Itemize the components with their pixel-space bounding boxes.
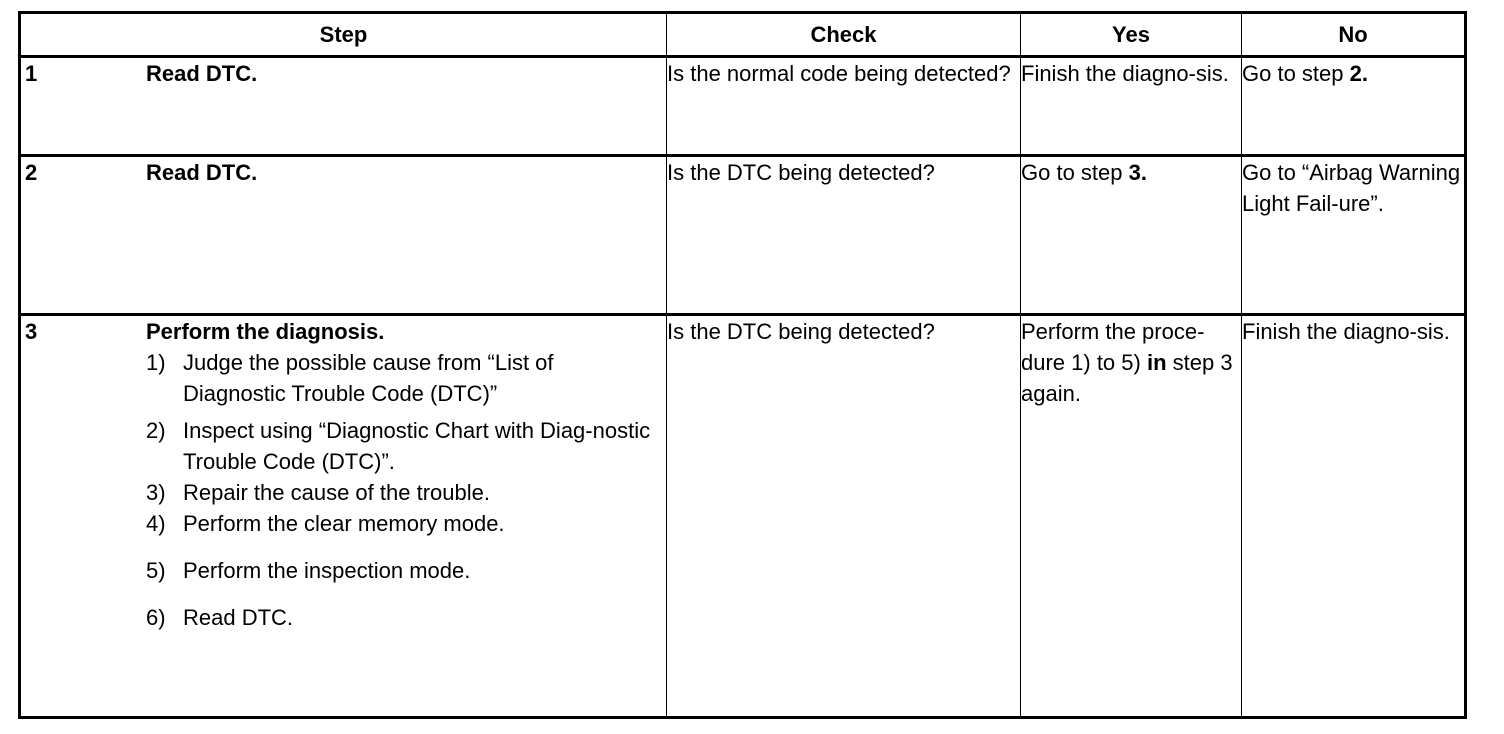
yes-text: Go to step	[1021, 160, 1129, 185]
substep-text: Read DTC.	[183, 605, 294, 630]
header-yes: Yes	[1021, 13, 1242, 57]
yes-cell	[1021, 315, 1242, 718]
substep-label: 3)	[146, 480, 166, 505]
step-number: 3	[25, 319, 38, 344]
step-title: Read DTC.	[146, 61, 258, 86]
header-no: No	[1242, 13, 1466, 57]
step-title: Read DTC.	[146, 160, 258, 185]
no-text: Go to step	[1242, 61, 1350, 86]
substep-text: Perform the clear memory mode.	[183, 511, 505, 536]
header-row	[20, 13, 1466, 57]
check-cell: Is the normal code being detected?	[667, 57, 1021, 156]
header-check: Check	[667, 13, 1021, 57]
substep-text: Judge the possible cause from “List of Diagnostic Trouble Code (DTC)”	[183, 350, 554, 406]
header-step: Step	[20, 13, 667, 57]
yes-cell	[1021, 156, 1242, 315]
step-number: 2	[25, 160, 38, 185]
substep-text: Repair the cause of the trouble.	[183, 480, 490, 505]
substep-label: 2)	[146, 418, 166, 443]
list-item	[146, 602, 666, 633]
table-row	[20, 57, 1466, 156]
yes-bold-text: in	[1146, 350, 1167, 375]
step-number: 1	[25, 61, 38, 86]
list-item	[146, 347, 666, 409]
list-item	[146, 555, 666, 586]
yes-text: Perform the proce-dure 1) to 5)	[1021, 319, 1205, 375]
diagnostic-table	[18, 11, 1467, 719]
substep-label: 4)	[146, 511, 166, 536]
no-cell: Finish the diagno-sis.	[1242, 315, 1466, 718]
substep-list	[146, 347, 666, 633]
substep-text: Inspect using “Diagnostic Chart with Diag-nostic Trouble Code (DTC)”.	[183, 418, 651, 474]
substep-label: 1)	[146, 350, 166, 375]
no-cell	[1242, 57, 1466, 156]
list-item	[146, 508, 666, 539]
substep-label: 6)	[146, 605, 166, 630]
check-cell: Is the DTC being detected?	[667, 315, 1021, 718]
yes-step-ref: 3.	[1128, 160, 1147, 185]
step-cell	[20, 156, 667, 315]
yes-cell: Finish the diagno-sis.	[1021, 57, 1242, 156]
no-cell: Go to “Airbag Warning Light Fail-ure”.	[1242, 156, 1466, 315]
no-step-ref: 2.	[1349, 61, 1368, 86]
list-item	[146, 477, 666, 508]
substep-text: Perform the inspection mode.	[183, 558, 471, 583]
list-item	[146, 415, 666, 477]
yes-text-end: step 3 again.	[1021, 350, 1233, 406]
table-row	[20, 156, 1466, 315]
substep-label: 5)	[146, 558, 166, 583]
table-row	[20, 315, 1466, 718]
step-cell	[20, 57, 667, 156]
check-cell: Is the DTC being detected?	[667, 156, 1021, 315]
step-cell	[20, 315, 667, 718]
step-title: Perform the diagnosis.	[146, 319, 385, 344]
